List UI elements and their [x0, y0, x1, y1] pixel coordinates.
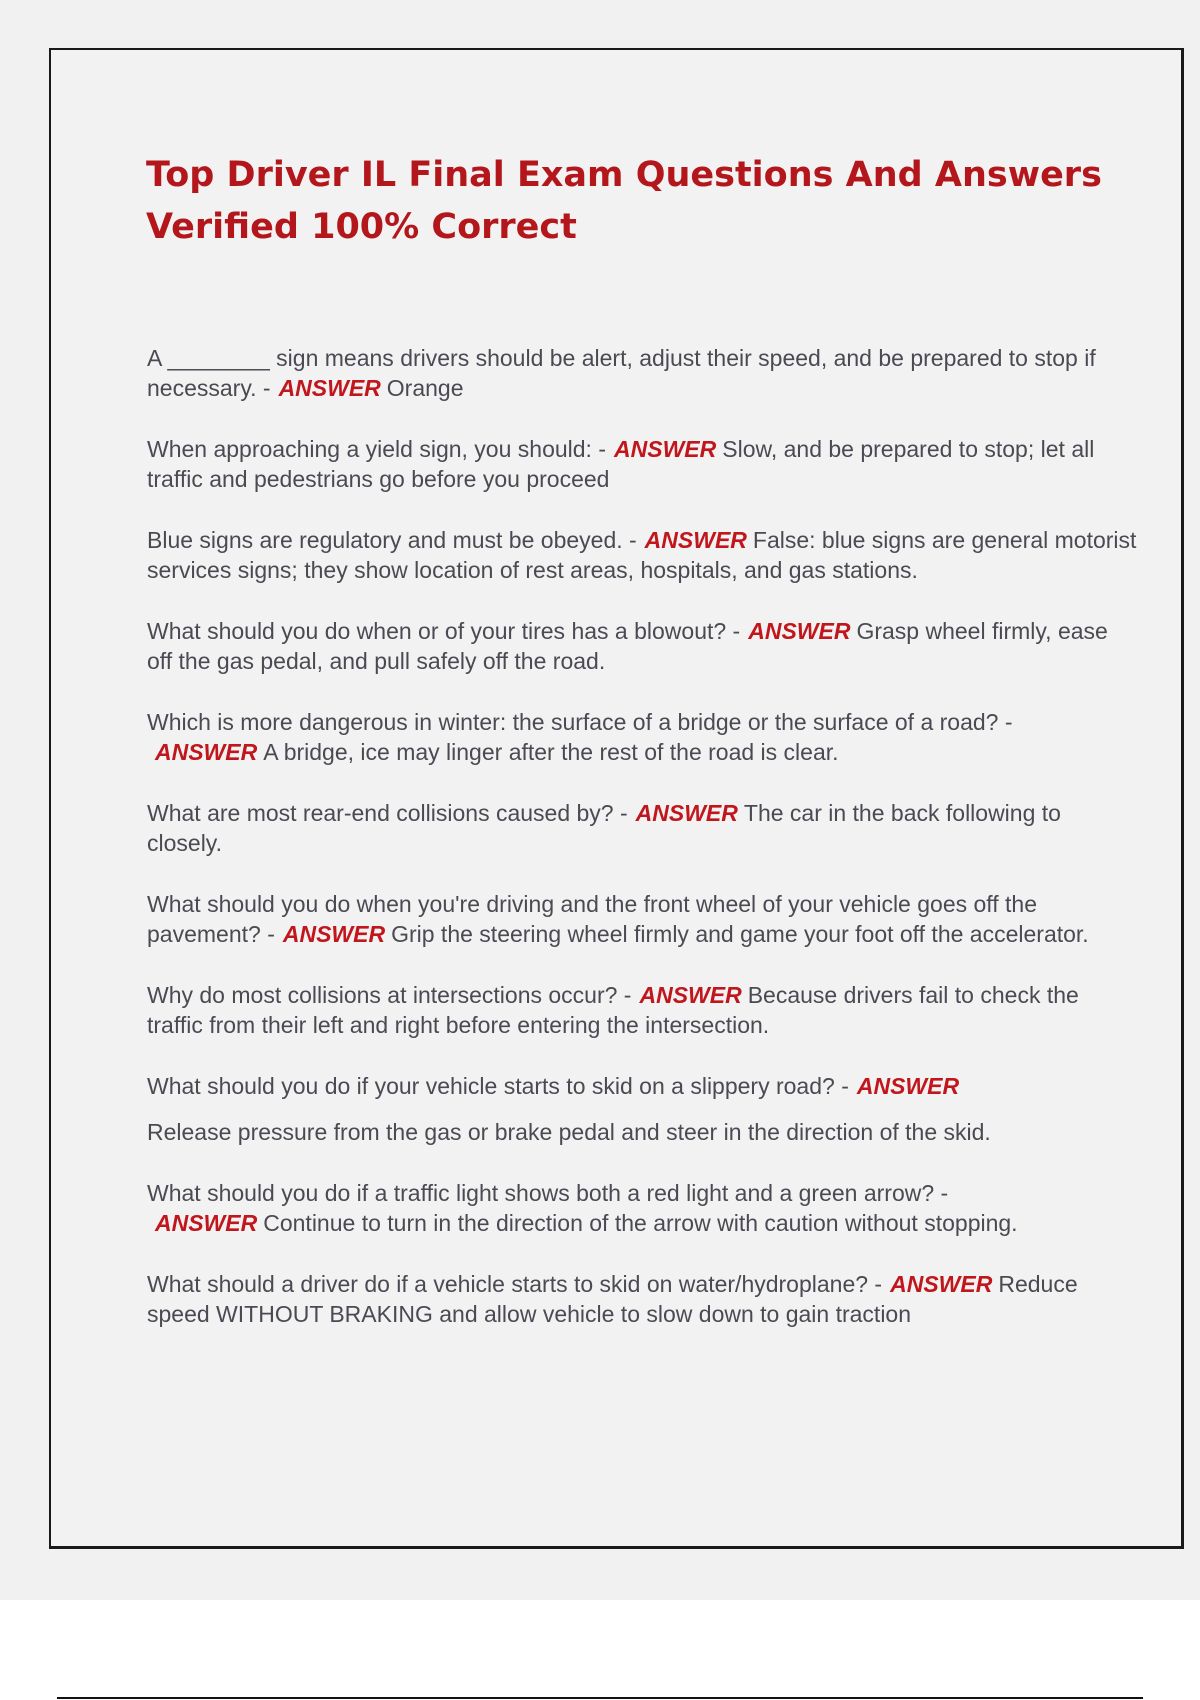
answer-text: False: blue signs are general motorist services signs; they show location of rest areas, hospitals, and gas stations. [147, 527, 1137, 583]
answer-text: Continue to turn in the direction of the arrow with caution without stopping. [263, 1210, 1018, 1236]
answer-text: Because drivers fail to check the traffic from their left and right before entering the intersection. [147, 982, 1079, 1038]
question-text: What are most rear-end collisions caused by? - [147, 800, 628, 826]
question-text: Why do most collisions at intersections occur? - [147, 982, 632, 1008]
question-text: Which is more dangerous in winter: the surface of a bridge or the surface of a road? - [147, 709, 1013, 735]
answer-label: ANSWER [278, 375, 381, 401]
answer-text: Orange [386, 375, 464, 401]
qa-item [147, 616, 1137, 676]
question-text: What should you do when or of your tires has a blowout? - [147, 618, 741, 644]
answer-label: ANSWER [639, 982, 742, 1008]
qa-list [147, 343, 1137, 1360]
next-page-area [0, 1600, 1200, 1700]
qa-item [147, 707, 1137, 767]
answer-label: ANSWER [155, 1210, 258, 1236]
question-text: What should you do if your vehicle starts to skid on a slippery road? - [147, 1073, 849, 1099]
qa-item [147, 798, 1137, 858]
qa-item [147, 980, 1137, 1040]
answer-text: Reduce speed WITHOUT BRAKING and allow vehicle to slow down to gain traction [147, 1271, 1078, 1327]
answer-label: ANSWER [155, 739, 258, 765]
answer-text: A bridge, ice may linger after the rest of the road is clear. [263, 739, 839, 765]
answer-text: Release pressure from the gas or brake pedal and steer in the direction of the skid. [147, 1119, 991, 1145]
answer-label: ANSWER [644, 527, 747, 553]
answer-label: ANSWER [635, 800, 738, 826]
answer-label: ANSWER [890, 1271, 993, 1297]
answer-label: ANSWER [856, 1073, 960, 1099]
qa-item [147, 343, 1137, 403]
question-text: A ________ sign means drivers should be alert, adjust their speed, and be prepared to stop if necessary. - [147, 345, 1096, 401]
answer-label: ANSWER [614, 436, 717, 462]
answer-text: Slow, and be prepared to stop; let all traffic and pedestrians go before you proceed [147, 436, 1095, 492]
answer-label: ANSWER [282, 921, 386, 947]
answer-text: Grip the steering wheel firmly and game your foot off the accelerator. [391, 921, 1089, 947]
qa-item [147, 525, 1137, 585]
page-divider [57, 1697, 1143, 1699]
question-text: What should you do if a traffic light shows both a red light and a green arrow? - [147, 1180, 949, 1206]
document-page [49, 48, 1184, 1549]
question-text: What should you do when you're driving and the front wheel of your vehicle goes off the pavement? - [147, 891, 1038, 947]
document-title: Top Driver IL Final Exam Questions And Answers Verified 100% Correct [146, 155, 1102, 247]
qa-item [147, 1269, 1137, 1329]
question-text: What should a driver do if a vehicle starts to skid on water/hydroplane? - [147, 1271, 883, 1297]
qa-item [147, 1071, 1137, 1147]
question-text: When approaching a yield sign, you should: - [147, 436, 607, 462]
answer-label: ANSWER [748, 618, 851, 644]
qa-item [147, 889, 1137, 949]
answer-text: The car in the back following to closely. [147, 800, 1061, 856]
qa-item [147, 1178, 1137, 1238]
question-text: Blue signs are regulatory and must be obeyed. - [147, 527, 637, 553]
qa-item [147, 434, 1137, 494]
answer-text: Grasp wheel firmly, ease off the gas pedal, and pull safely off the road. [147, 618, 1108, 674]
